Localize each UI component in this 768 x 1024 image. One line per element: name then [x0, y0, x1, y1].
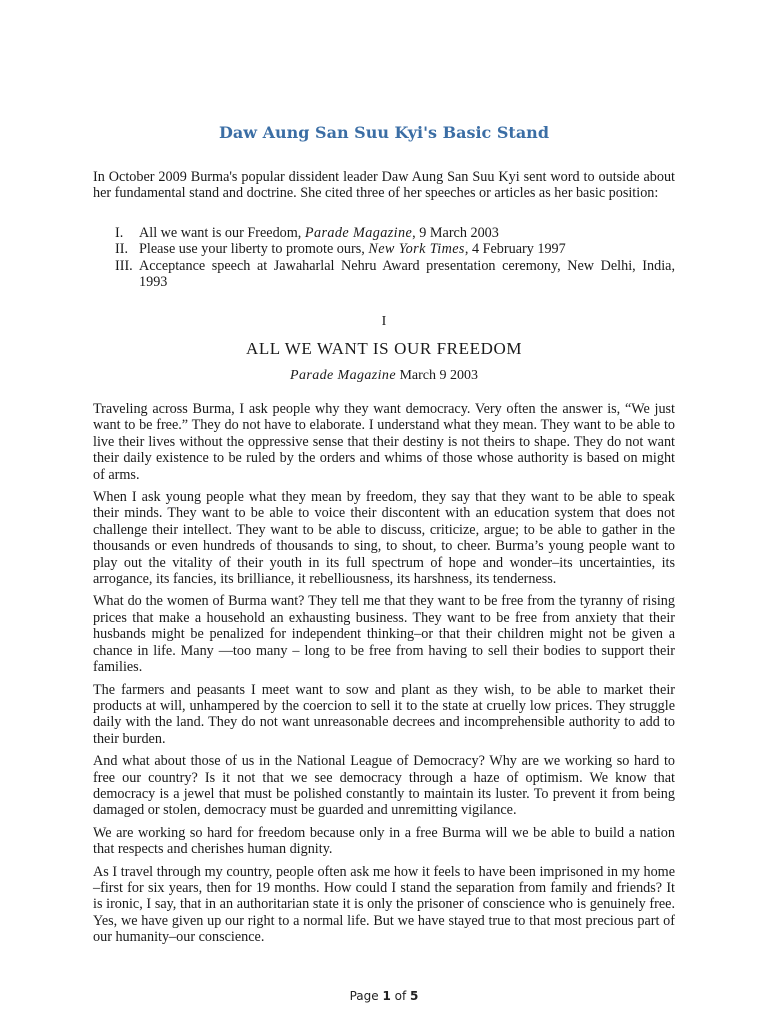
- list-text: Acceptance speech at Jawaharlal Nehru Award presentation ceremony, New Delhi, India, 1993: [139, 257, 675, 291]
- article-body: [93, 401, 675, 952]
- paragraph: As I travel through my country, people often ask me how it feels to have been imprisoned in my home –first for six years, then for 19 months. How could I stand the separation from family and friends? It is ironic, I say, that in an authoritarian state it is only the prisoner of conscience who is genuinely free. Yes, we have given up our right to a normal life. But we have stayed true to that most precious part of our humanity–our conscience.: [93, 863, 675, 946]
- source-date: March 9 2003: [395, 368, 478, 383]
- list-item: [93, 241, 675, 257]
- list-number: III.: [115, 257, 133, 274]
- paragraph: What do the women of Burma want? They tell me that they want to be free from the tyranny of rising prices that make a household an exhausting business. They want to be free from anxiety that their husbands might be penalized for independent thinking–or that their children might not be given a chance in life. Many —too many – long to be free from having to sell their bodies to support their families.: [93, 593, 675, 676]
- document-title: Daw Aung San Suu Kyi's Basic Stand: [219, 123, 549, 142]
- section-title: ALL WE WANT IS OUR FREEDOM: [245, 339, 523, 358]
- page-total: 5: [410, 989, 419, 1003]
- list-number: I.: [115, 225, 124, 241]
- paragraph: The farmers and peasants I meet want to sow and plant as they wish, to be able to market their products at will, unhampered by the coercion to sell it to the state at cruelly low prices. They struggle daily with the land. They do not want unreasonable decrees and incomprehensible authority to add to their burden.: [93, 681, 675, 747]
- source-publication: Parade Magazine: [290, 368, 396, 383]
- paragraph: And what about those of us in the National League of Democracy? Why are we working so hard to free our country? Is it not that we see democracy through a haze of optimism. We know that democracy is a jewel that must be polished constantly to maintain its luster. To prevent it from being damaged or stolen, democracy must be guarded and unremitting vigilance.: [93, 753, 675, 819]
- list-text: All we want is our Freedom, Parade Magazine, 9 March 2003: [139, 225, 499, 241]
- list-item: [93, 225, 675, 241]
- list-text: Please use your liberty to promote ours, New York Times, 4 February 1997: [139, 241, 566, 258]
- page-footer: Page 1 of 5: [349, 989, 419, 1003]
- intro-paragraph: In October 2009 Burma's popular dissident leader Daw Aung San Suu Kyi sent word to outside about her fundamental stand and doctrine. She cited three of her speeches or articles as her basic position:: [93, 169, 675, 202]
- section-number: I: [381, 314, 387, 329]
- list-item: [93, 258, 675, 291]
- paragraph: Traveling across Burma, I ask people why they want democracy. Very often the answer is, “We just want to be free.” They do not have to elaborate. I understand what they mean. They want to be able to live their lives without the oppressive sense that their destiny is not theirs to shape. They do not want their daily existence to be ruled by the orders and whims of those whose authority is based on might of arms.: [93, 401, 675, 483]
- section-source: [0, 368, 768, 384]
- list-number: II.: [115, 241, 128, 258]
- speech-list: [93, 225, 675, 291]
- page-number: 1: [382, 989, 391, 1003]
- paragraph: When I ask young people what they mean by freedom, they say that they want to be able to speak their minds. They want to be able to voice their discontent with an education system that does not challenge their intellect. They want to be able to discuss, criticize, argue; to be able to gather in the thousands or even hundreds of thousands to sing, to shout, to cheer. Burma’s young people want to play out the vitality of their youth in its full spectrum of hope and wonder–its uncertainties, its arrogance, its fancies, its brilliance, it rebelliousness, its harshness, its tenderness.: [93, 489, 675, 588]
- paragraph: We are working so hard for freedom because only in a free Burma will we be able to build a nation that respects and cherishes human dignity.: [93, 824, 675, 858]
